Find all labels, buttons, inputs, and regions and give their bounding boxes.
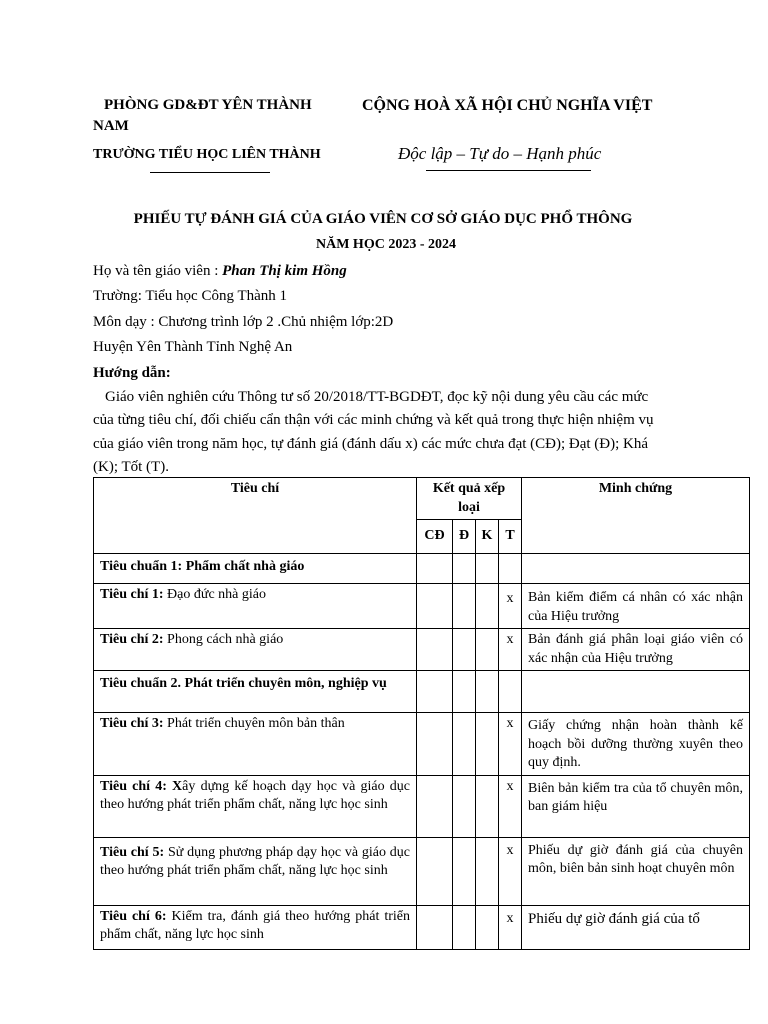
mark-cell: [453, 629, 476, 671]
national-motto: Độc lập – Tự do – Hạnh phúc: [398, 144, 602, 163]
mark-cell: [417, 671, 453, 713]
guide-line: của từng tiêu chí, đối chiếu cẩn thận với các minh chứng và kết quả trong thực hiện nhiệm vụ: [93, 412, 654, 429]
criterion-4-cell: Tiêu chí 4: Xây dựng kế hoạch dạy học và giáo dục theo hướng phát triển phẩm chất, năng lực học sinh: [94, 775, 417, 837]
department-name: PHÒNG GD&ĐT YÊN THÀNH: [104, 97, 312, 113]
level-d-header: Đ: [453, 520, 476, 554]
guide-paragraph: [93, 386, 693, 479]
criterion-2-cell: Tiêu chí 2: Phong cách nhà giáo: [94, 629, 417, 671]
criterion-5-cell: Tiêu chí 5: Sử dụng phương pháp dạy học và giáo dục theo hướng phát triển phẩm chất, năng lực học sinh: [94, 837, 417, 905]
evidence-cell: Bản đánh giá phân loại giáo viên có xác nhận của Hiệu trưởng: [522, 629, 750, 671]
teacher-name-label: Họ và tên giáo viên :: [93, 263, 223, 279]
evidence-cell: [522, 554, 750, 584]
criterion-3-cell: Tiêu chí 3: Phát triển chuyên môn bản thân: [94, 713, 417, 776]
mark-cell: x: [499, 837, 522, 905]
table-row: [94, 905, 750, 949]
criteria-table: [93, 477, 750, 950]
level-t-header: T: [499, 520, 522, 554]
mark-cell: [476, 584, 499, 629]
mark-cell: [476, 554, 499, 584]
mark-cell: [417, 584, 453, 629]
mark-cell: [476, 713, 499, 776]
form-title: PHIẾU TỰ ĐÁNH GIÁ CỦA GIÁO VIÊN CƠ SỞ GIÁO DỤC PHỔ THÔNG: [133, 211, 633, 227]
district-line: Huyện Yên Thành Tỉnh Nghệ An: [93, 339, 293, 355]
evidence-header: Minh chứng: [522, 478, 750, 554]
mark-cell: [476, 837, 499, 905]
mark-cell: [453, 713, 476, 776]
mark-cell: x: [499, 713, 522, 776]
result-header: Kết quả xếp loại: [417, 478, 522, 520]
criterion-1-cell: Tiêu chí 1: Đạo đức nhà giáo: [94, 584, 417, 629]
table-row: [94, 713, 750, 776]
evidence-cell: Phiếu dự giờ đánh giá của chuyên môn, biên bản sinh hoạt chuyên môn: [522, 837, 750, 905]
mark-cell: [476, 671, 499, 713]
table-header-row: [94, 478, 750, 520]
evidence-cell: Biên bản kiểm tra của tổ chuyên môn, ban giám hiệu: [522, 775, 750, 837]
teacher-name-line: [93, 263, 347, 280]
table-row: [94, 775, 750, 837]
national-title-continued: NAM: [93, 118, 129, 134]
mark-cell: [453, 837, 476, 905]
evidence-cell: [522, 671, 750, 713]
table-row: [94, 629, 750, 671]
mark-cell: [476, 905, 499, 949]
school-underline: [150, 172, 270, 173]
mark-cell: [417, 837, 453, 905]
mark-cell: [417, 905, 453, 949]
criterion-6-cell: Tiêu chí 6: Kiểm tra, đánh giá theo hướng phát triển phẩm chất, năng lực học sinh: [94, 905, 417, 949]
level-k-header: K: [476, 520, 499, 554]
mark-cell: x: [499, 629, 522, 671]
mark-cell: [453, 584, 476, 629]
table-row: [94, 671, 750, 713]
mark-cell: [499, 554, 522, 584]
guide-line: (K); Tốt (T).: [93, 458, 169, 475]
mark-cell: [453, 671, 476, 713]
school-name: TRƯỜNG TIỂU HỌC LIÊN THÀNH: [93, 147, 321, 162]
mark-cell: [453, 775, 476, 837]
guide-line: của giáo viên trong năm học, tự đánh giá (đánh dấu x) các mức chưa đạt (CĐ); Đạt (Đ); Khá: [93, 435, 649, 452]
standard-2-cell: Tiêu chuẩn 2. Phát triển chuyên môn, nghiệp vụ: [94, 671, 417, 713]
criteria-header: Tiêu chí: [94, 478, 417, 554]
standard-1-cell: Tiêu chuẩn 1: Phẩm chất nhà giáo: [94, 554, 417, 584]
mark-cell: [476, 629, 499, 671]
table-row: [94, 837, 750, 905]
guide-line: Giáo viên nghiên cứu Thông tư số 20/2018/TT-BGDĐT, đọc kỹ nội dung yêu cầu các mức: [105, 389, 649, 405]
mark-cell: [453, 905, 476, 949]
motto-underline: [426, 170, 591, 171]
evidence-cell: Bản kiểm điểm cá nhân có xác nhận của Hiệu trưởng: [522, 584, 750, 629]
mark-cell: x: [499, 775, 522, 837]
mark-cell: [453, 554, 476, 584]
mark-cell: x: [499, 584, 522, 629]
school-year: NĂM HỌC 2023 - 2024: [316, 237, 456, 252]
mark-cell: [499, 671, 522, 713]
teacher-name-value: Phan Thị kim Hồng: [222, 263, 347, 279]
national-title: CỘNG HOÀ XÃ HỘI CHỦ NGHĨA VIỆT: [362, 97, 653, 114]
subject-line: Môn dạy : Chương trình lớp 2 .Chủ nhiệm lớp:2D: [93, 314, 394, 330]
mark-cell: [417, 713, 453, 776]
mark-cell: [417, 629, 453, 671]
table-row: [94, 584, 750, 629]
evidence-cell: Giấy chứng nhận hoàn thành kế hoạch bồi dưỡng thường xuyên theo quy định.: [522, 713, 750, 776]
table-row: [94, 554, 750, 584]
school-line: Trường: Tiểu học Công Thành 1: [93, 288, 288, 304]
evidence-cell: Phiếu dự giờ đánh giá của tổ: [522, 905, 750, 949]
level-cd-header: CĐ: [417, 520, 453, 554]
mark-cell: x: [499, 905, 522, 949]
guide-heading: Hướng dẫn:: [93, 365, 171, 381]
mark-cell: [417, 775, 453, 837]
mark-cell: [476, 775, 499, 837]
mark-cell: [417, 554, 453, 584]
